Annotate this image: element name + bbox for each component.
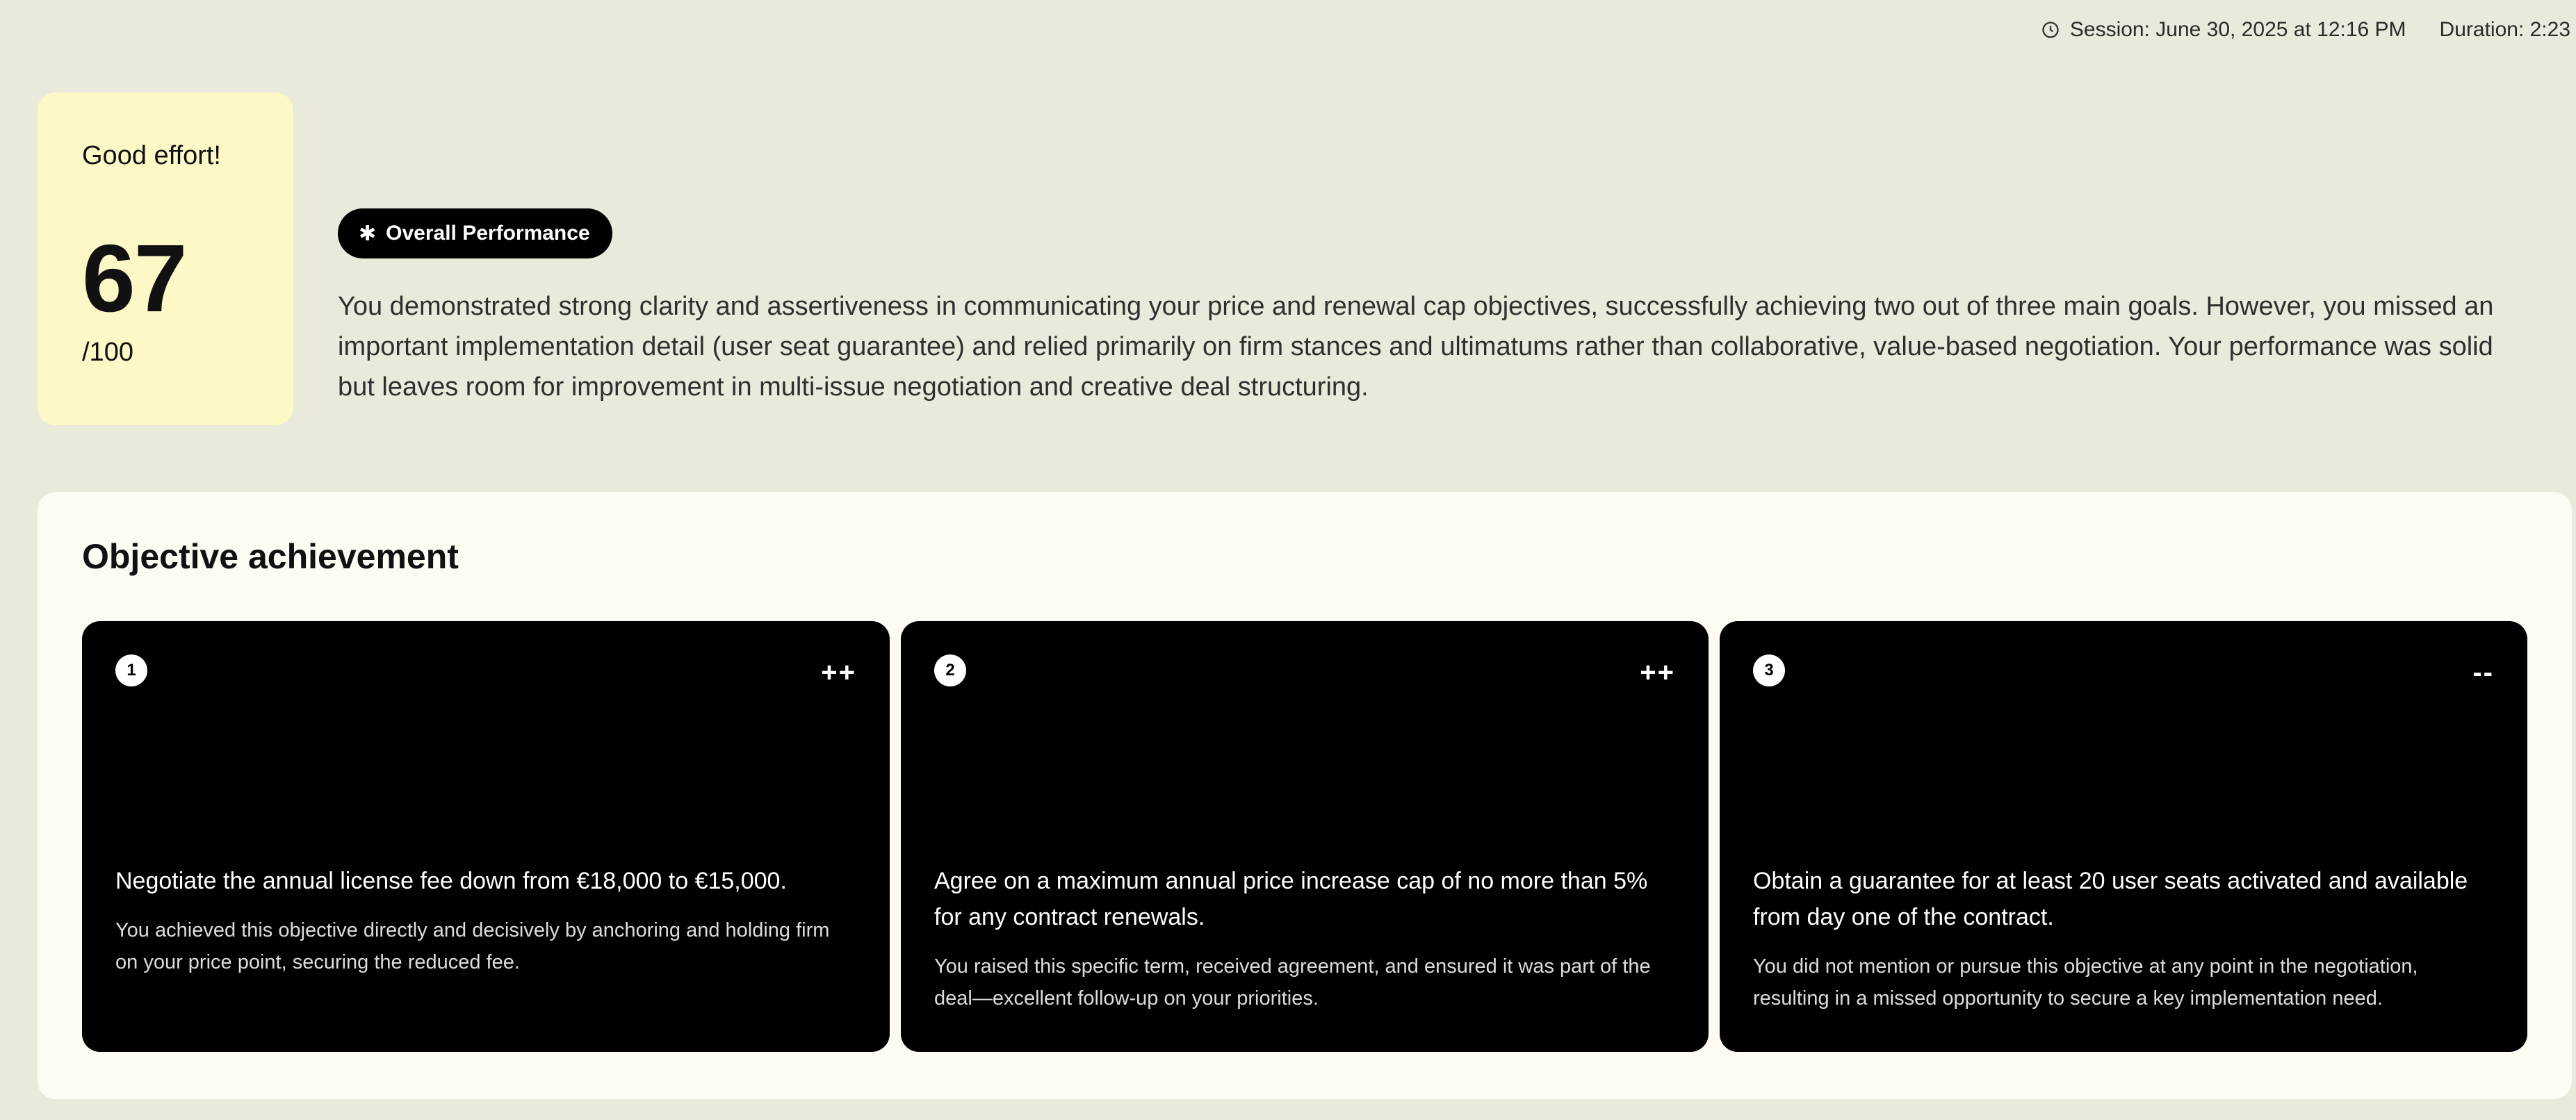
section-heading: Objective achievement: [82, 537, 459, 576]
objective-card: [901, 621, 1709, 1052]
score-verdict: Good effort!: [82, 141, 221, 170]
objective-achievement-section: [38, 492, 2572, 1099]
objective-title: Obtain a guarantee for at least 20 user seats activated and available from day one of the contract.: [1753, 868, 2468, 930]
objective-card: [82, 621, 890, 1052]
objective-title: Negotiate the annual license fee down from €18,000 to €15,000.: [115, 868, 787, 894]
objective-number-badge: 2: [934, 654, 966, 686]
session-info-bar: [2041, 18, 2570, 42]
session-duration: Duration: 2:23: [2439, 18, 2570, 41]
objective-card: [1720, 621, 2527, 1052]
overall-performance-badge: [338, 208, 612, 258]
objective-title: Agree on a maximum annual price increase cap of no more than 5% for any contract renewals.: [934, 868, 1648, 930]
overall-performance-label: Overall Performance: [386, 222, 590, 245]
objective-title-block: [934, 863, 1660, 1014]
asterisk-icon: ✱: [359, 222, 377, 245]
objective-title-block: [115, 863, 841, 978]
score-max: /100: [82, 338, 133, 367]
objective-description: You achieved this objective directly and decisively by anchoring and holding firm on your price point, securing the reduced fee.: [115, 919, 830, 973]
overall-performance-summary: You demonstrated strong clarity and assertiveness in communicating your price and renewal cap objectives, successfully achieving two out of three main goals. However, you missed an important implementation detail (user seat guarantee) and relied primarily on firm stances and ultimatums rather than collaborative, value-based negotiation. Your performance was solid but leaves room for improvement in multi-issue negotiation and creative deal structuring.: [338, 292, 2494, 402]
objective-description: You did not mention or pursue this objective at any point in the negotiation, resulting in a missed opportunity to secure a key implementation need.: [1753, 955, 2418, 1010]
objective-description: You raised this specific term, received agreement, and ensured it was part of the deal—excellent follow-up on your priorities.: [934, 955, 1651, 1010]
score-card: [38, 92, 293, 425]
objective-title-block: [1753, 863, 2479, 1014]
objective-rating: --: [2472, 657, 2494, 688]
objective-number-badge: 3: [1753, 654, 1785, 686]
objective-number-badge: 1: [115, 654, 147, 686]
overall-performance-section: [338, 208, 2534, 407]
objective-rating: ++: [1640, 657, 1675, 688]
clock-icon: [2041, 20, 2060, 40]
session-date: Session: June 30, 2025 at 12:16 PM: [2069, 18, 2406, 41]
objective-rating: ++: [821, 657, 856, 688]
score-value: 67: [82, 225, 186, 332]
objective-cards: [82, 621, 2527, 1052]
